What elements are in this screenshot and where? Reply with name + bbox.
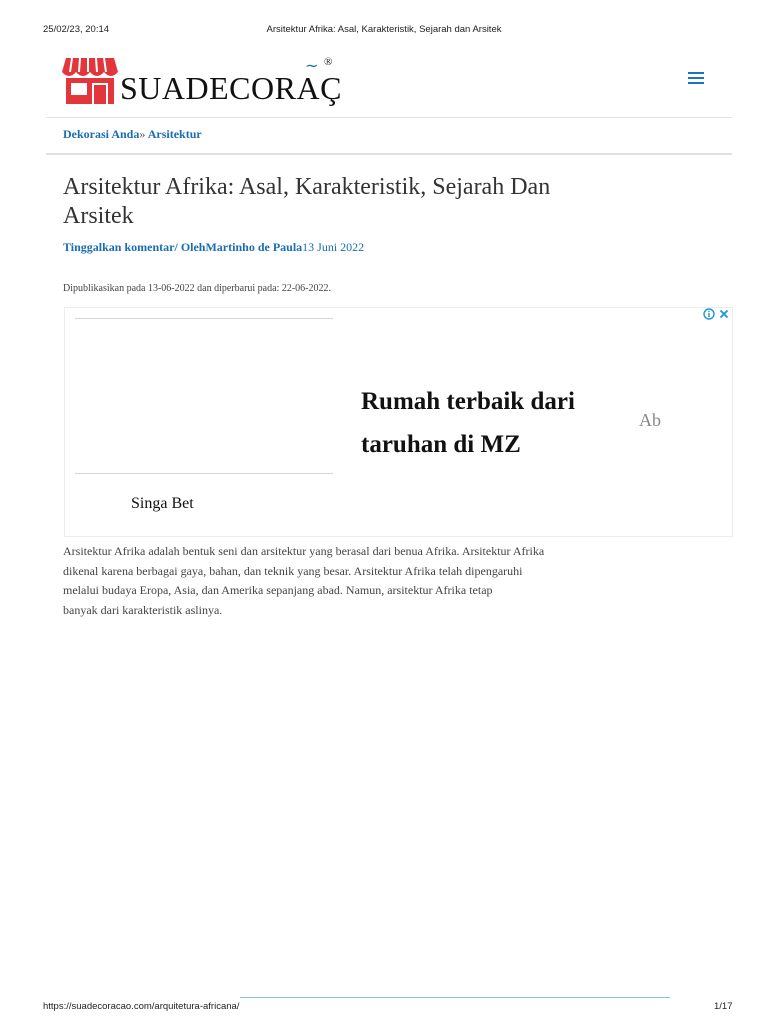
published-note: Dipublikasikan pada 13-06-2022 dan diperbarui pada: 22-06-2022. [63,283,331,294]
logo-text: SUADECORAÇ [120,70,342,106]
ad-headline: Rumah terbaik dari taruhan di MZ [361,388,575,458]
meta-separator: / [174,240,178,254]
ad-abbr: Ab [639,410,661,430]
paragraph-line: dikenal karena berbagai gaya, bahan, dan teknik yang besar. Arsitektur Afrika telah dipengaruhi [63,563,523,578]
paragraph-line: Arsitektur Afrika adalah bentuk seni dan arsitektur yang berasal dari benua Afrika. Arsitektur Afrika [63,544,545,558]
close-icon[interactable] [718,308,730,320]
ad-divider-top [75,318,333,319]
print-datetime: 25/02/23, 20:14 [43,24,110,35]
ad-controls [703,308,730,320]
print-page-title: Arsitektur Afrika: Asal, Karakteristik, Sejarah dan Arsitek [266,24,502,35]
store-icon [62,56,118,106]
ad-banner[interactable] [64,307,733,537]
by-prefix: Oleh [180,240,206,254]
breadcrumb-current-link[interactable]: Arsitektur [147,127,202,141]
article-body [63,542,573,620]
breadcrumb-divider [46,153,732,155]
registered-mark: ® [324,56,333,68]
paragraph-line: melalui budaya Eropa, Asia, dan Amerika sepanjang abad. Namun, arsitektur Afrika tetap [63,583,493,597]
article-title: Arsitektur Afrika: Asal, Karakteristik, Sejarah Dan Arsitek [63,174,551,229]
paragraph-line: banyak dari karakteristik aslinya. [63,602,223,617]
breadcrumb-separator: » [139,127,146,141]
print-footer [0,997,768,1017]
article-meta [63,240,364,255]
breadcrumb [63,127,202,142]
article-date: 13 Juni 2022 [302,240,365,254]
site-logo[interactable] [62,54,342,108]
header-divider [46,117,732,118]
info-icon[interactable] [703,308,715,320]
footer-line [240,997,670,998]
print-url: https://suadecoracao.com/arquitetura-africana/ [43,1001,240,1012]
ad-brand: Singa Bet [131,495,194,512]
logo-tilde: ~ [305,56,319,75]
ad-divider-bottom [75,473,333,474]
hamburger-menu-icon[interactable] [688,72,704,86]
page-number: 1/17 [714,1001,733,1012]
leave-comment-link[interactable]: Tinggalkan komentar [63,240,175,254]
author-link[interactable]: Martinho de Paula [205,240,303,254]
print-header [0,24,768,38]
site-header [46,52,732,118]
breadcrumb-home-link[interactable]: Dekorasi Anda [63,127,140,141]
